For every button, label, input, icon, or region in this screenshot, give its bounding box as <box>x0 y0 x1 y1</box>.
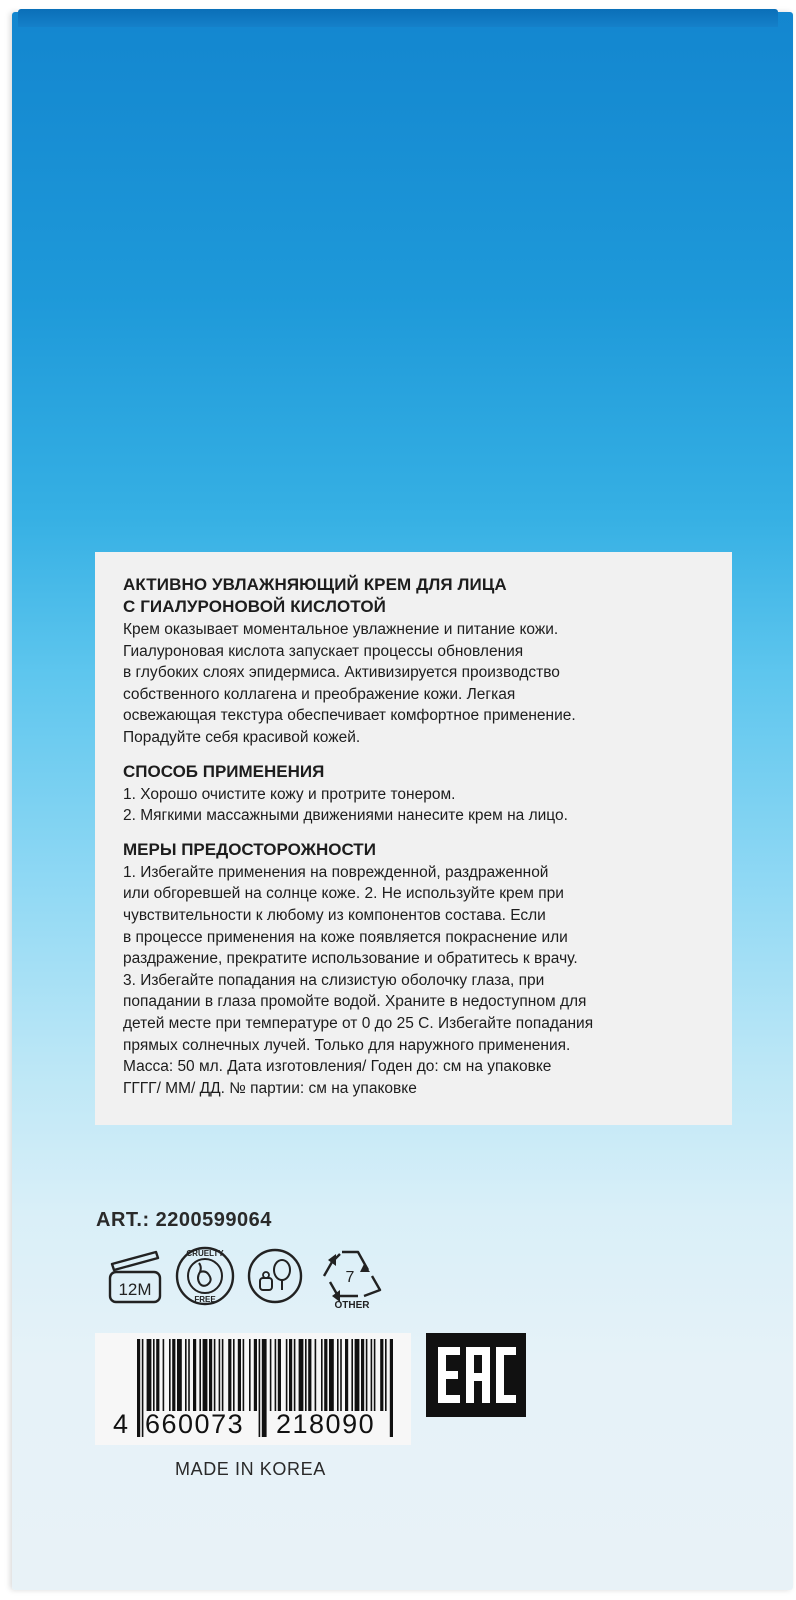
cruelty-bottom-text: FREE <box>194 1295 216 1304</box>
eac-mark <box>426 1333 526 1417</box>
recycle-label: OTHER <box>334 1300 370 1308</box>
usage-heading: СПОСОБ ПРИМЕНЕНИЯ <box>123 761 325 781</box>
usage-text: 1. Хорошо очистите кожу и протрите тонером. 2. Мягкими массажными движениями нанесите крем на лицо. <box>123 785 568 825</box>
origin-text: MADE IN KOREA <box>175 1459 326 1479</box>
symbols-row <box>106 1244 406 1324</box>
eac-logo-icon <box>426 1333 526 1417</box>
recycle-number: 7 <box>345 1269 355 1286</box>
cruelty-free-icon <box>174 1244 236 1308</box>
box-lid-edge <box>18 9 778 27</box>
recycle-other-icon <box>318 1244 382 1308</box>
info-label <box>95 552 732 1125</box>
pao-label: 12M <box>118 1280 152 1299</box>
cruelty-top-text: CRUELTY <box>186 1249 224 1258</box>
pao-jar-icon <box>106 1244 164 1304</box>
barcode-left-digits: 660073 <box>145 1409 245 1439</box>
product-title: АКТИВНО УВЛАЖНЯЮЩИЙ КРЕМ ДЛЯ ЛИЦА С ГИАЛУРОНОВОЙ КИСЛОТОЙ <box>123 575 507 616</box>
article-number: ART.: 2200599064 <box>96 1209 272 1231</box>
product-description: Крем оказывает моментальное увлажнение и питание кожи. Гиалуроновая кислота запускает процессы обновления в глубоких слоях эпидермиса. Активизируется производство собственного коллагена и преображение кожи. Легкая освежающая текстура обеспечивает комфортное применение. Порадуйте себя красивой кожей. <box>123 621 576 746</box>
barcode-first-digit: 4 <box>113 1409 130 1439</box>
cosmetics-icon <box>246 1244 304 1304</box>
precautions-heading: МЕРЫ ПРЕДОСТОРОЖНОСТИ <box>123 839 376 859</box>
barcode <box>95 1333 411 1445</box>
precautions-text: 1. Избегайте применения на поврежденной, раздраженной или обгоревшей на солнце коже. 2. Не используйте крем при чувствительности к любому из компонентов состава. Если в процессе применения на коже появляется покраснение или раздражение, прекратите использование и обратитесь к врачу. 3. Избегайте попадания на слизистую оболочку глаза, при попадании в глаза промойте водой. Храните в недоступном для детей месте при температуре от 0 до 25 С. Избегайте попадания прямых солнечных лучей. Только для наружного применения. Масса: 50 мл. Дата изготовления/ Годен до: см на упаковке ГГГГ/ ММ/ ДД. № партии: см на упаковке <box>123 863 594 1097</box>
barcode-right-digits: 218090 <box>276 1409 376 1439</box>
